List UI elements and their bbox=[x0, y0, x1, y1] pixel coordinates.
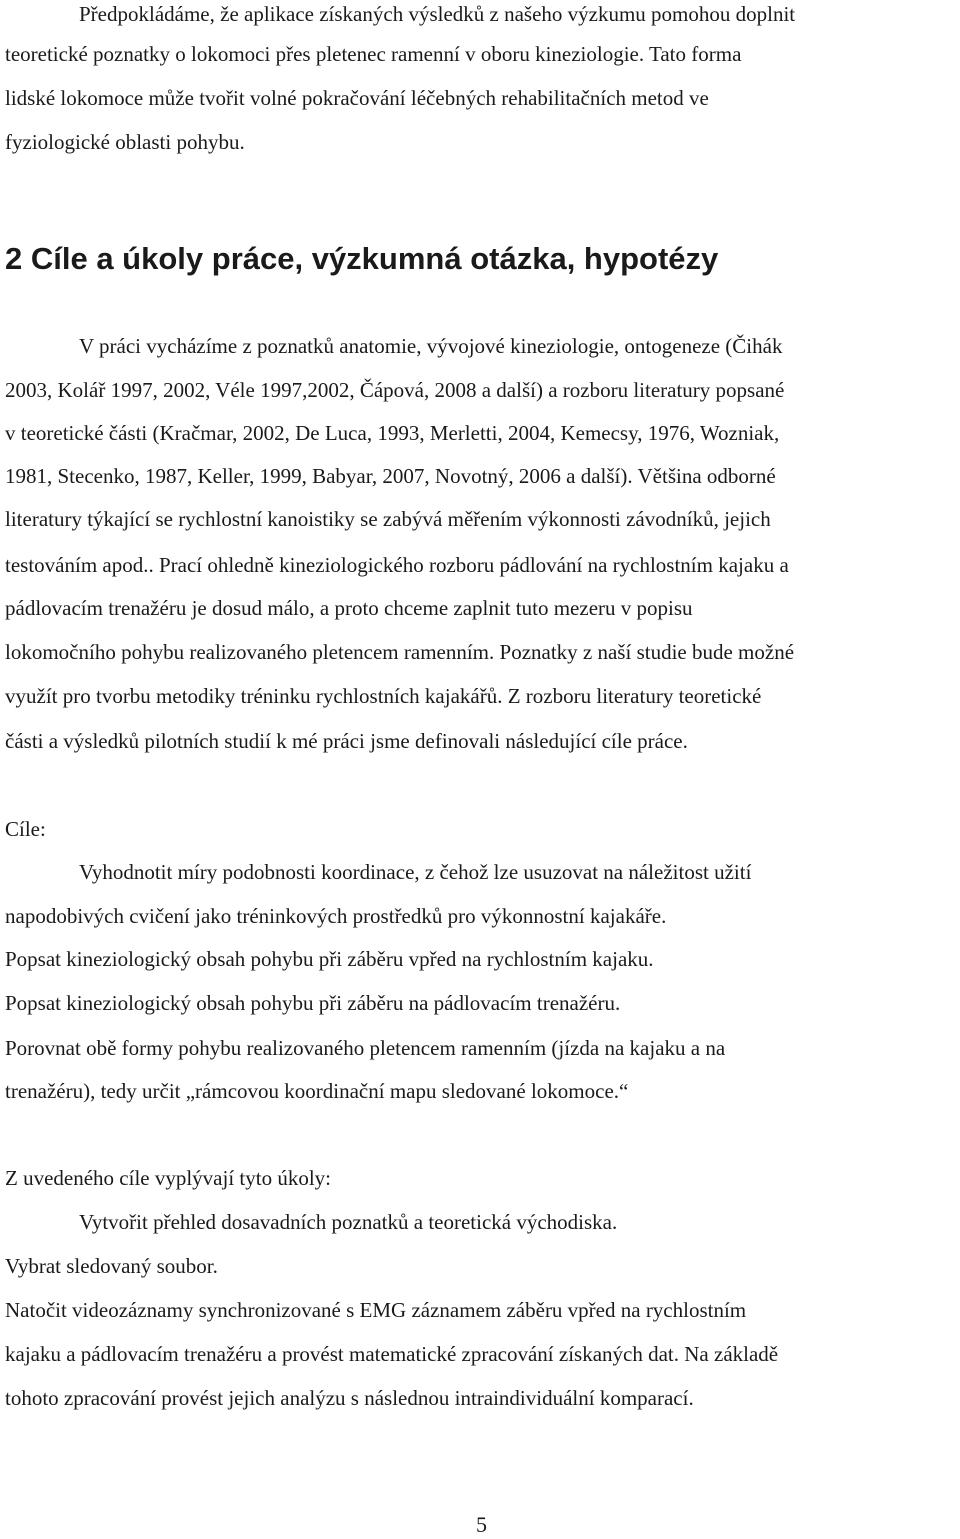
intro-line-4: fyziologické oblasti pohybu. bbox=[5, 130, 245, 154]
goal-line-3: Popsat kineziologický obsah pohybu při záběru vpřed na rychlostním kajaku. bbox=[5, 947, 654, 971]
body-line-9: využít pro tvorbu metodiky tréninku rychlostních kajakářů. Z rozboru literatury teoretické bbox=[5, 684, 762, 708]
intro-line-2: teoretické poznatky o lokomoci přes pletenec ramenní v oboru kineziologie. Tato forma bbox=[5, 42, 742, 66]
goal-line-5: Porovnat obě formy pohybu realizovaného pletencem ramenním (jízda na kajaku a na bbox=[5, 1036, 726, 1060]
task-line-3: Natočit videozáznamy synchronizované s EMG záznamem záběru vpřed na rychlostním bbox=[5, 1298, 747, 1322]
body-line-2: 2003, Kolář 1997, 2002, Véle 1997,2002, Čápová, 2008 a další) a rozboru literatury popsané bbox=[5, 378, 785, 402]
goal-line-1: Vyhodnotit míry podobnosti koordinace, z čehož lze usuzovat na náležitost užití bbox=[79, 860, 752, 884]
goal-line-2: napodobivých cvičení jako tréninkových prostředků pro výkonnostní kajakáře. bbox=[5, 904, 667, 928]
task-line-4: kajaku a pádlovacím trenažéru a provést matematické zpracování získaných dat. Na základě bbox=[5, 1342, 779, 1366]
intro-line-3: lidské lokomoce může tvořit volné pokračování léčebných rehabilitačních metod ve bbox=[5, 86, 709, 110]
body-line-8: lokomočního pohybu realizovaného pletencem ramenním. Poznatky z naší studie bude možné bbox=[5, 640, 795, 664]
task-line-1: Vytvořit přehled dosavadních poznatků a teoretická východiska. bbox=[79, 1210, 618, 1234]
task-line-5: tohoto zpracování provést jejich analýzu s následnou intraindividuální komparací. bbox=[5, 1386, 694, 1410]
body-line-7: pádlovacím trenažéru je dosud málo, a proto chceme zaplnit tuto mezeru v popisu bbox=[5, 596, 693, 620]
page-number: 5 bbox=[476, 1512, 487, 1537]
body-line-3: v teoretické části (Kračmar, 2002, De Luca, 1993, Merletti, 2004, Kemecsy, 1976, Wozniak, bbox=[5, 421, 780, 445]
goal-line-6: trenažéru), tedy určit „rámcovou koordinační mapu sledované lokomoce.“ bbox=[5, 1079, 629, 1103]
intro-line-1: Předpokládáme, že aplikace získaných výsledků z našeho výzkumu pomohou doplnit bbox=[79, 2, 796, 26]
body-line-6: testováním apod.. Prací ohledně kineziologického rozboru pádlování na rychlostním kajaku a bbox=[5, 553, 789, 577]
task-line-2: Vybrat sledovaný soubor. bbox=[5, 1254, 218, 1278]
goal-line-4: Popsat kineziologický obsah pohybu při záběru na pádlovacím trenažéru. bbox=[5, 991, 621, 1015]
body-line-10: části a výsledků pilotních studií k mé práci jsme definovali následující cíle práce. bbox=[5, 729, 688, 753]
tasks-label: Z uvedeného cíle vyplývají tyto úkoly: bbox=[5, 1166, 332, 1190]
section-heading: 2 Cíle a úkoly práce, výzkumná otázka, hypotézy bbox=[5, 241, 719, 276]
body-line-4: 1981, Stecenko, 1987, Keller, 1999, Babyar, 2007, Novotný, 2006 a další). Většina odborné bbox=[5, 464, 776, 488]
goals-label: Cíle: bbox=[5, 817, 46, 841]
body-line-5: literatury týkající se rychlostní kanoistiky se zabývá měřením výkonnosti závodníků, jejich bbox=[5, 507, 771, 531]
body-line-1: V práci vycházíme z poznatků anatomie, vývojové kineziologie, ontogeneze (Čihák bbox=[79, 334, 783, 358]
